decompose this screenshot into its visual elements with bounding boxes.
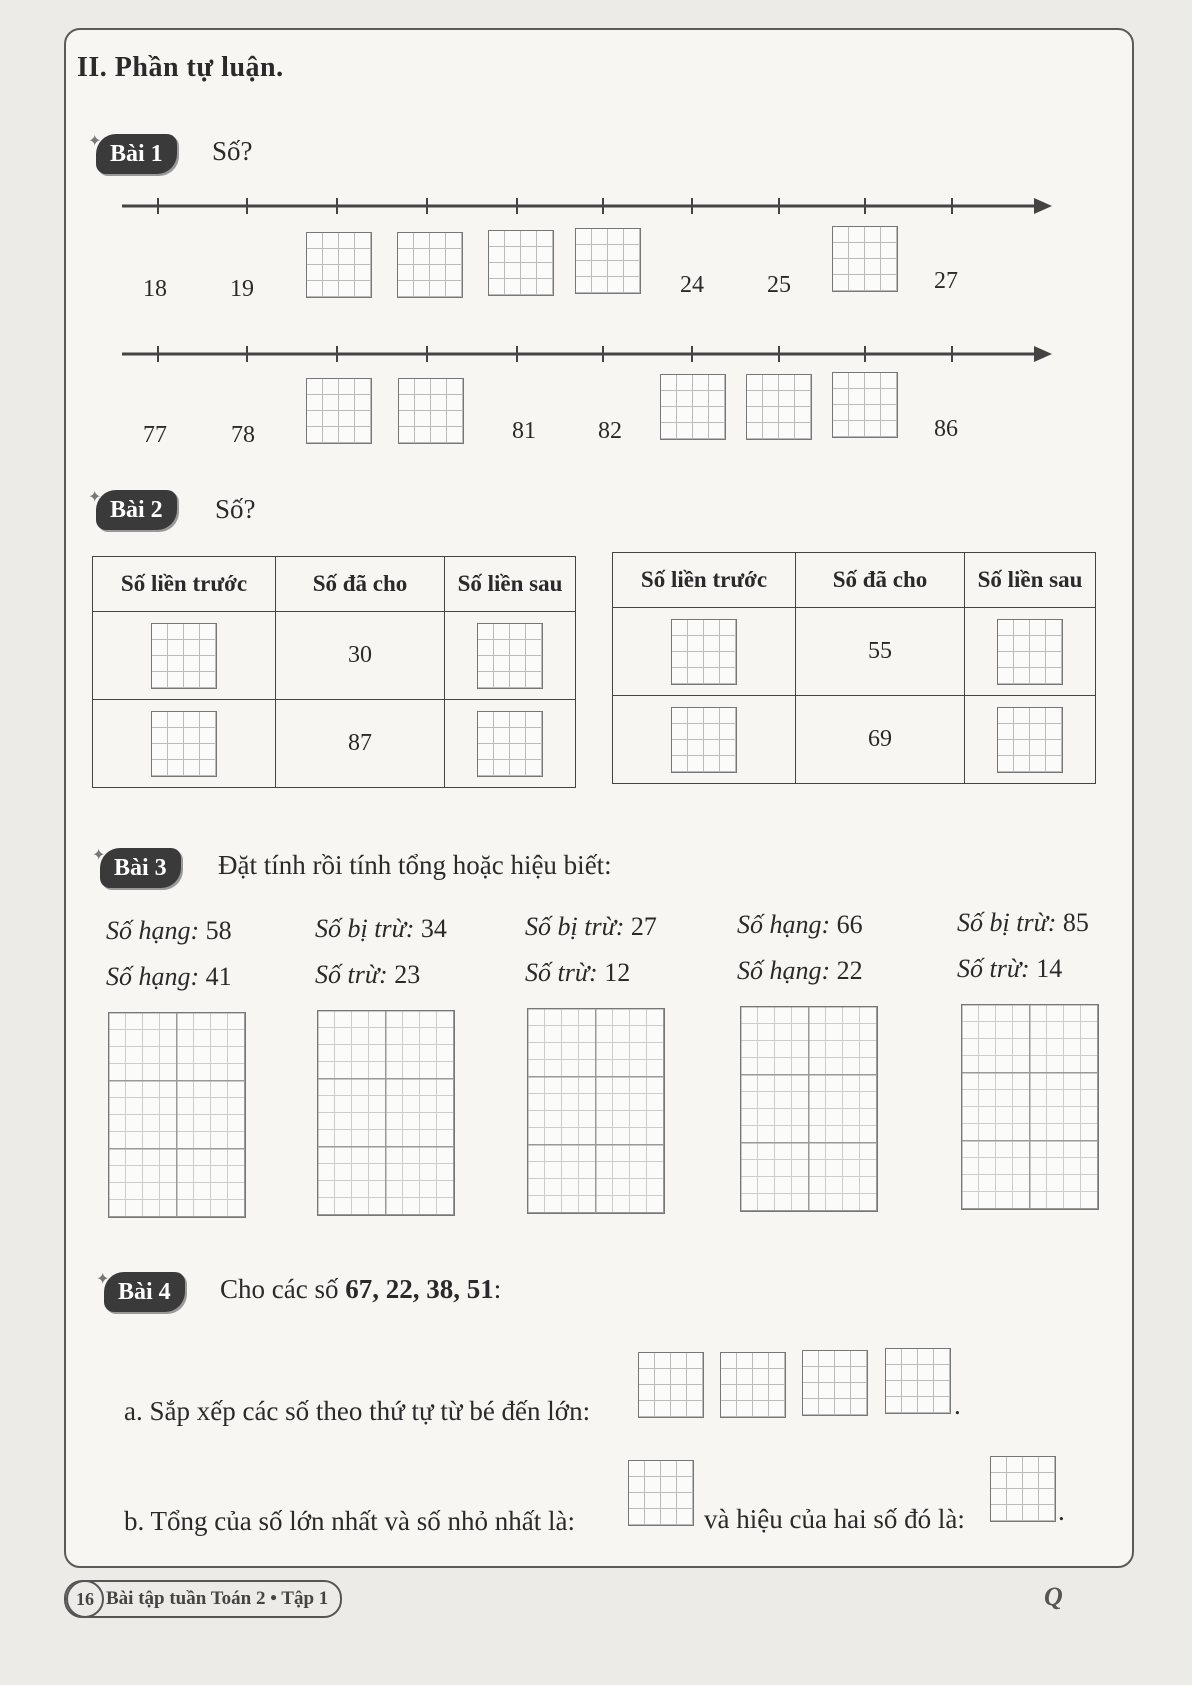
cell bbox=[965, 696, 1096, 784]
bai4b-line bbox=[124, 1506, 575, 1537]
operand-value: 66 bbox=[836, 910, 863, 939]
operand-value: 27 bbox=[630, 912, 657, 941]
bai1-prompt: Số? bbox=[212, 136, 253, 166]
bai3-badge bbox=[92, 847, 181, 888]
operand-line bbox=[737, 956, 863, 986]
number-line-2 bbox=[122, 344, 1052, 364]
operand-label: Số hạng: bbox=[737, 910, 831, 939]
nl1-label: 24 bbox=[680, 272, 704, 298]
operand-value: 22 bbox=[836, 956, 863, 985]
operand-line bbox=[957, 954, 1062, 984]
col-header: Số liền sau bbox=[445, 557, 576, 612]
cell bbox=[445, 700, 576, 788]
publisher-logo-icon: Q bbox=[1044, 1582, 1063, 1611]
given-number: 87 bbox=[276, 700, 445, 788]
bai2-table-1 bbox=[92, 556, 576, 788]
answer-box[interactable] bbox=[671, 619, 737, 685]
operand-value: 41 bbox=[205, 962, 232, 991]
number-line-1 bbox=[122, 196, 1052, 216]
cell bbox=[613, 608, 796, 696]
sum-answer-box[interactable] bbox=[628, 1460, 694, 1526]
operand-line bbox=[106, 962, 232, 992]
nl1-label: 27 bbox=[934, 268, 958, 294]
operand-label: Số trừ: bbox=[957, 954, 1030, 983]
operand-value: 12 bbox=[604, 958, 631, 987]
operand-label: Số bị trừ: bbox=[525, 912, 625, 941]
nl1-answer-box[interactable] bbox=[575, 228, 641, 294]
cell bbox=[93, 700, 276, 788]
answer-box[interactable] bbox=[477, 711, 543, 777]
nl1-answer-box[interactable] bbox=[397, 232, 463, 298]
work-grid[interactable] bbox=[740, 1006, 878, 1212]
difference-answer-box[interactable] bbox=[990, 1456, 1056, 1522]
cell bbox=[965, 608, 1096, 696]
book-title: Bài tập tuần Toán 2 • Tập 1 bbox=[106, 1588, 329, 1609]
work-grid[interactable] bbox=[527, 1008, 665, 1214]
operand-label: Số hạng: bbox=[106, 916, 200, 945]
operand-value: 14 bbox=[1036, 954, 1063, 983]
section-title: II. Phần tự luận. bbox=[77, 52, 284, 83]
operand-label: Số trừ: bbox=[525, 958, 598, 987]
bai2-table-2 bbox=[612, 552, 1096, 784]
bai2-prompt: Số? bbox=[215, 494, 256, 524]
nl2-answer-box[interactable] bbox=[746, 374, 812, 440]
operand-value: 23 bbox=[394, 960, 421, 989]
answer-box[interactable] bbox=[151, 711, 217, 777]
bai4a-marker: a. bbox=[124, 1396, 143, 1426]
bai4b-text: Tổng của số lớn nhất và số nhỏ nhất là: bbox=[150, 1506, 575, 1536]
operand-line bbox=[525, 958, 630, 988]
operand-line bbox=[106, 916, 232, 946]
table-row bbox=[613, 696, 1096, 784]
nl1-label: 25 bbox=[767, 272, 791, 298]
col-header: Số liền sau bbox=[965, 553, 1096, 608]
bai4-prompt bbox=[220, 1274, 501, 1305]
given-number: 30 bbox=[276, 612, 445, 700]
bai4b-marker: b. bbox=[124, 1506, 145, 1536]
bai4a-text: Sắp xếp các số theo thứ tự từ bé đến lớn: bbox=[149, 1396, 591, 1426]
nl2-answer-box[interactable] bbox=[660, 374, 726, 440]
star-icon: ✦ bbox=[88, 133, 102, 150]
bai2-badge-label: Bài 2 bbox=[110, 497, 163, 523]
order-answer-box[interactable] bbox=[638, 1352, 704, 1418]
nl2-label: 77 bbox=[143, 422, 167, 448]
work-grid[interactable] bbox=[317, 1010, 455, 1216]
order-answer-box[interactable] bbox=[720, 1352, 786, 1418]
star-icon: ✦ bbox=[92, 847, 106, 864]
bai2-badge bbox=[88, 489, 177, 530]
bai3-prompt: Đặt tính rồi tính tổng hoặc hiệu biết: bbox=[218, 850, 612, 880]
operand-label: Số bị trừ: bbox=[315, 914, 415, 943]
operand-label: Số hạng: bbox=[737, 956, 831, 985]
answer-box[interactable] bbox=[997, 619, 1063, 685]
nl1-label: 19 bbox=[230, 276, 254, 302]
nl1-answer-box[interactable] bbox=[488, 230, 554, 296]
footer bbox=[64, 1580, 342, 1618]
nl2-label: 78 bbox=[231, 422, 255, 448]
bai3-badge-label: Bài 3 bbox=[114, 855, 167, 881]
answer-box[interactable] bbox=[997, 707, 1063, 773]
order-answer-box[interactable] bbox=[802, 1350, 868, 1416]
operand-line bbox=[957, 908, 1089, 938]
bai4-badge bbox=[96, 1271, 185, 1312]
operand-line bbox=[315, 960, 420, 990]
operand-line bbox=[525, 912, 657, 942]
work-grid[interactable] bbox=[108, 1012, 246, 1218]
nl2-label: 81 bbox=[512, 418, 536, 444]
given-number: 55 bbox=[796, 608, 965, 696]
cell bbox=[93, 612, 276, 700]
bai4a-line bbox=[124, 1396, 590, 1427]
operand-label: Số hạng: bbox=[106, 962, 200, 991]
col-header: Số liền trước bbox=[93, 557, 276, 612]
operand-label: Số bị trừ: bbox=[957, 908, 1057, 937]
given-number: 69 bbox=[796, 696, 965, 784]
col-header: Số liền trước bbox=[613, 553, 796, 608]
table-row bbox=[93, 612, 576, 700]
operand-value: 58 bbox=[205, 916, 232, 945]
star-icon: ✦ bbox=[88, 489, 102, 506]
page-number: 16 bbox=[66, 1580, 104, 1618]
bai4-prompt-colon: : bbox=[493, 1274, 502, 1304]
work-grid[interactable] bbox=[961, 1004, 1099, 1210]
nl2-label: 86 bbox=[934, 416, 958, 442]
operand-line bbox=[315, 914, 447, 944]
answer-box[interactable] bbox=[477, 623, 543, 689]
order-answer-box[interactable] bbox=[885, 1348, 951, 1414]
bai4a-period: . bbox=[954, 1390, 961, 1420]
bai4-badge-label: Bài 4 bbox=[118, 1279, 171, 1305]
operand-line bbox=[737, 910, 863, 940]
nl1-label: 18 bbox=[143, 276, 167, 302]
table-row bbox=[613, 608, 1096, 696]
operand-value: 34 bbox=[420, 914, 447, 943]
bai4b-text2: và hiệu của hai số đó là: bbox=[704, 1504, 965, 1534]
nl2-answer-box[interactable] bbox=[398, 378, 464, 444]
answer-box[interactable] bbox=[671, 707, 737, 773]
col-header: Số đã cho bbox=[276, 557, 445, 612]
star-icon: ✦ bbox=[96, 1271, 110, 1288]
operand-value: 85 bbox=[1062, 908, 1089, 937]
operand-label: Số trừ: bbox=[315, 960, 388, 989]
answer-box[interactable] bbox=[151, 623, 217, 689]
bai4-prompt-text: Cho các số bbox=[220, 1274, 339, 1304]
nl1-answer-box[interactable] bbox=[832, 226, 898, 292]
cell bbox=[445, 612, 576, 700]
nl2-answer-box[interactable] bbox=[832, 372, 898, 438]
nl1-answer-box[interactable] bbox=[306, 232, 372, 298]
cell bbox=[613, 696, 796, 784]
bai4b-period: . bbox=[1058, 1496, 1065, 1526]
nl2-label: 82 bbox=[598, 418, 622, 444]
bai1-badge-label: Bài 1 bbox=[110, 141, 163, 167]
col-header: Số đã cho bbox=[796, 553, 965, 608]
table-row bbox=[93, 700, 576, 788]
bai4-numbers: 67, 22, 38, 51 bbox=[345, 1274, 494, 1304]
bai1-badge bbox=[88, 133, 177, 174]
nl2-answer-box[interactable] bbox=[306, 378, 372, 444]
